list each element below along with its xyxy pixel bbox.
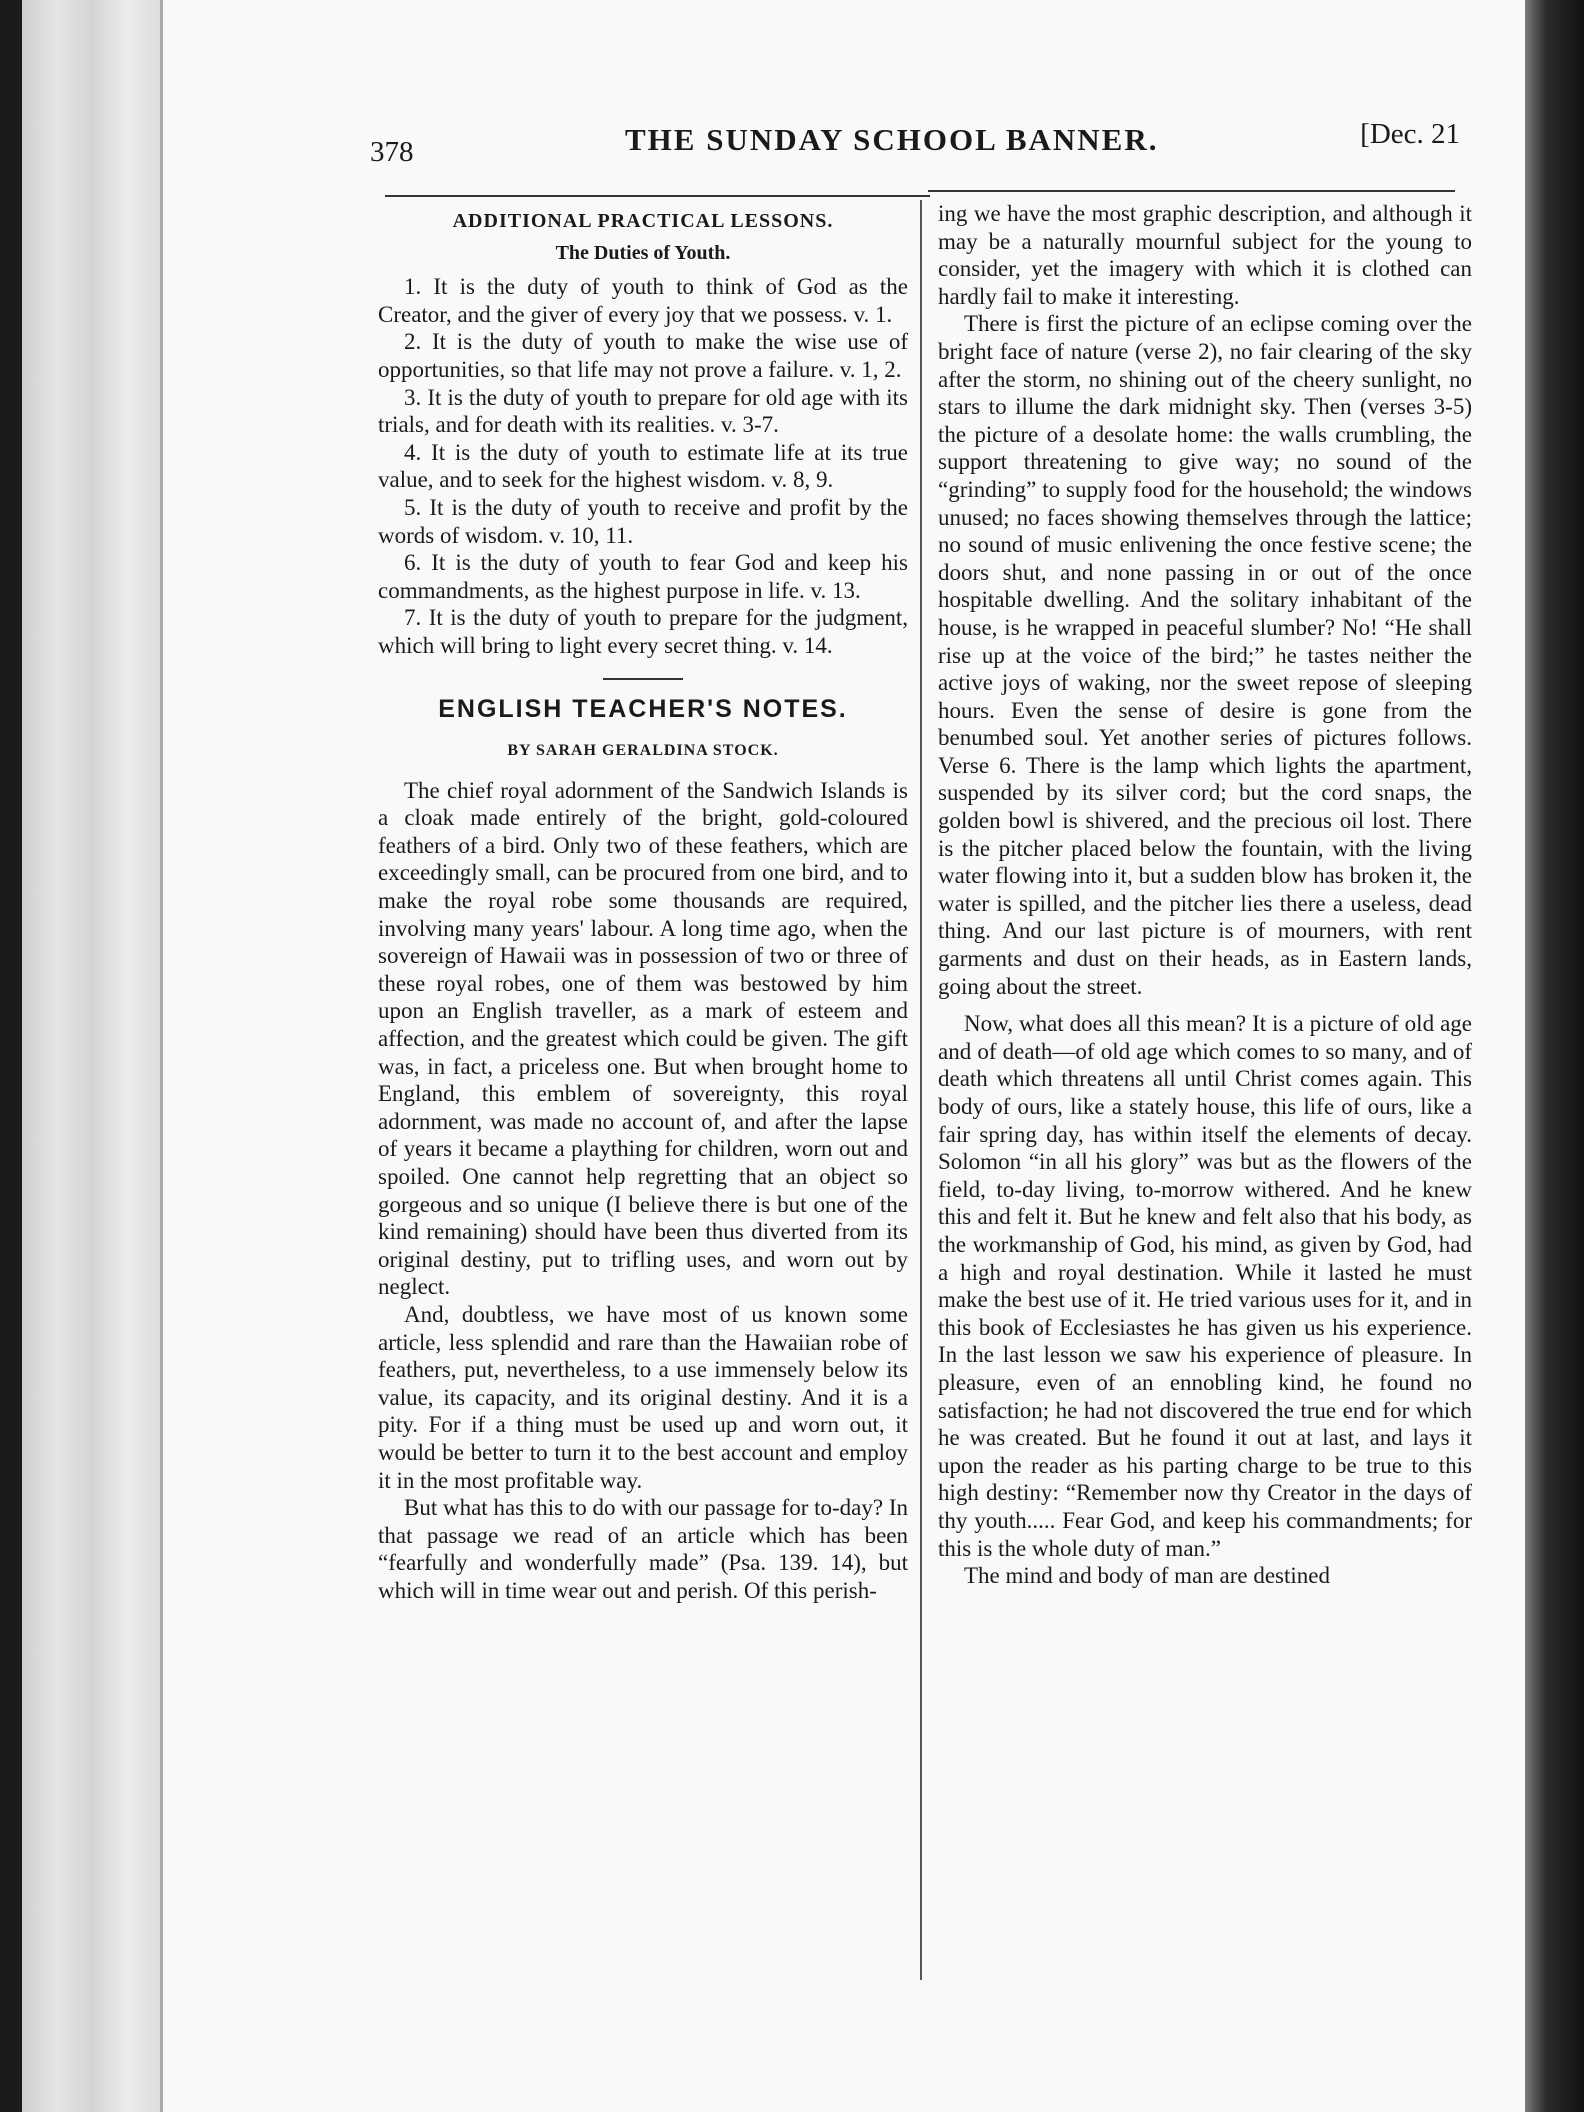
body-paragraph: But what has this to do with our passage for to-day? In that passage we read of an article which has been “fearfully and wonderfully made” (Psa. 139. 14), but which will in time wear out and perish. Of this perish- — [378, 1495, 908, 1603]
lesson-item: 5. It is the duty of youth to receive and profit by the words of wisdom. v. 10, 11. — [378, 494, 908, 548]
running-date: [Dec. 21 — [1360, 118, 1460, 150]
running-title: THE SUNDAY SCHOOL BANNER. — [625, 122, 1159, 157]
lesson-item: 4. It is the duty of youth to estimate life at its true value, and to seek for the highest wisdom. v. 8, 9. — [378, 439, 908, 493]
body-paragraph: Now, what does all this mean? It is a picture of old age and of death—of old age which comes to so many, and of death which threatens all until Christ comes again. This body of ours, like a stately house, this life of ours, like a fair spring day, has within itself the elements of decay. Solomon “in all his glory” was but as the flowers of the field, to-day living, to-morrow withered. And he knew this and felt it. But he knew and felt also that his body, as the workmanship of God, his mind, as given by God, had a high and royal destination. While it lasted he must make the best use of it. He tried various uses for it, and in this book of Ecclesiastes he has given us his experience. In the last lesson we saw his experience of pleasure. In pleasure, even of an ennobling kind, he found no satisfaction; he had not discovered the true end for which he was created. But he found it out at last, and lays it upon the reader as his parting charge to be true to this high destiny: “Remember now thy Creator in the days of thy youth..... Fear God, and keep his commandments; for this is the whole duty of man.” — [938, 1011, 1472, 1561]
lessons-subheading: The Duties of Youth. — [555, 241, 731, 264]
column-divider — [920, 200, 922, 1980]
left-column — [378, 208, 908, 1605]
lesson-item: 3. It is the duty of youth to prepare for old age with its trials, and for death with its realities. v. 3-7. — [378, 384, 908, 438]
body-paragraph: The mind and body of man are destined — [964, 1563, 1330, 1589]
header-rule-right — [928, 190, 1455, 192]
byline: BY SARAH GERALDINA STOCK. — [507, 742, 779, 760]
header-rule-left — [385, 195, 930, 197]
lesson-item: 6. It is the duty of youth to fear God and keep his commandments, as the highest purpose in life. v. 13. — [378, 550, 908, 603]
book-spine — [1525, 0, 1584, 2112]
body-paragraph: There is first the picture of an eclipse coming over the bright face of nature (verse 2), no fair clearing of the sky after the storm, no shining out of the cheery sunlight, no stars to illume the dark midnight sky. Then (verses 3-5) the picture of a desolate home: the walls crumbling, the support threatening to give way; no sound of the “grinding” to supply food for the household; the windows unused; no faces showing themselves through the lattice; no sound of music enlivening the once festive scene; the doors shut, and none passing in or out of the once hospitable dwelling. And the solitary inhabitant of the house, is he wrapped in peaceful slumber? No! “He shall rise up at the voice of the bird;” he tastes neither the active joys of waking, nor the sweet repose of sleeping hours. Even the sense of desire is gone from the benumbed soul. Yet another series of pictures follows. Verse 6. There is the lamp which lights the apartment, suspended by its silver cord; but the cord snaps, the golden bowl is shivered, and the precious oil lost. There is the pitcher placed below the fountain, with the living water flowing into it, but a sudden blow has broken it, the water is spilled, and the pitcher lies there a useless, dead thing. And our last picture is of mourners, with rent garments and dust on their heads, as in Eastern lands, going about the street. — [938, 311, 1472, 999]
lesson-item: 2. It is the duty of youth to make the wise use of opportunities, so that life may not prove a failure. v. 1, 2. — [378, 329, 908, 382]
right-column — [938, 200, 1472, 1590]
page-header — [370, 118, 1460, 174]
body-paragraph: The chief royal adornment of the Sandwich Islands is a cloak made entirely of the bright, gold-coloured feathers of a bird. Only two of these feathers, which are exceedingly small, can be procured from one bird, and to make the royal robe some thousands are required, involving many years' labour. A long time ago, when the sovereign of Hawaii was in possession of two or three of these royal robes, one of them was bestowed by him upon an English traveller, as a mark of esteem and affection, and the greatest which could be given. The gift was, in fact, a priceless one. But when brought home to England, this emblem of sovereignty, this royal adornment, was made no account of, and after the lapse of years it became a plaything for children, worn out and spoiled. One cannot help regretting that an object so gorgeous and so unique (I believe there is but one of the kind remaining) should have been thus diverted from its original destiny, put to trifling uses, and worn out by neglect. — [378, 777, 908, 1300]
lesson-item: 1. It is the duty of youth to think of God as the Creator, and the giver of every joy that we possess. v. 1. — [378, 274, 908, 327]
lessons-heading: ADDITIONAL PRACTICAL LESSONS. — [452, 210, 834, 232]
page-number: 378 — [370, 136, 414, 168]
notes-heading: ENGLISH TEACHER'S NOTES. — [438, 694, 848, 723]
lesson-item: 7. It is the duty of youth to prepare for the judgment, which will bring to light every secret thing. v. 14. — [378, 605, 908, 658]
page-edge-dark — [0, 0, 22, 2112]
body-paragraph: ing we have the most graphic description, and although it may be a naturally mournful subject for the young to consider, yet the imagery with which it is clothed can hardly fail to make it interesting. — [938, 201, 1472, 309]
body-paragraph: And, doubtless, we have most of us known some article, less splendid and rare than the Hawaiian robe of feathers, put, nevertheless, to a use immensely below its value, its capacity, and its original destiny. And it is a pity. For if a thing must be used up and worn out, it would be better to turn it to the best account and employ it in the most profitable way. — [378, 1301, 908, 1493]
section-rule — [603, 678, 683, 680]
page-stack-edge — [22, 0, 162, 2112]
